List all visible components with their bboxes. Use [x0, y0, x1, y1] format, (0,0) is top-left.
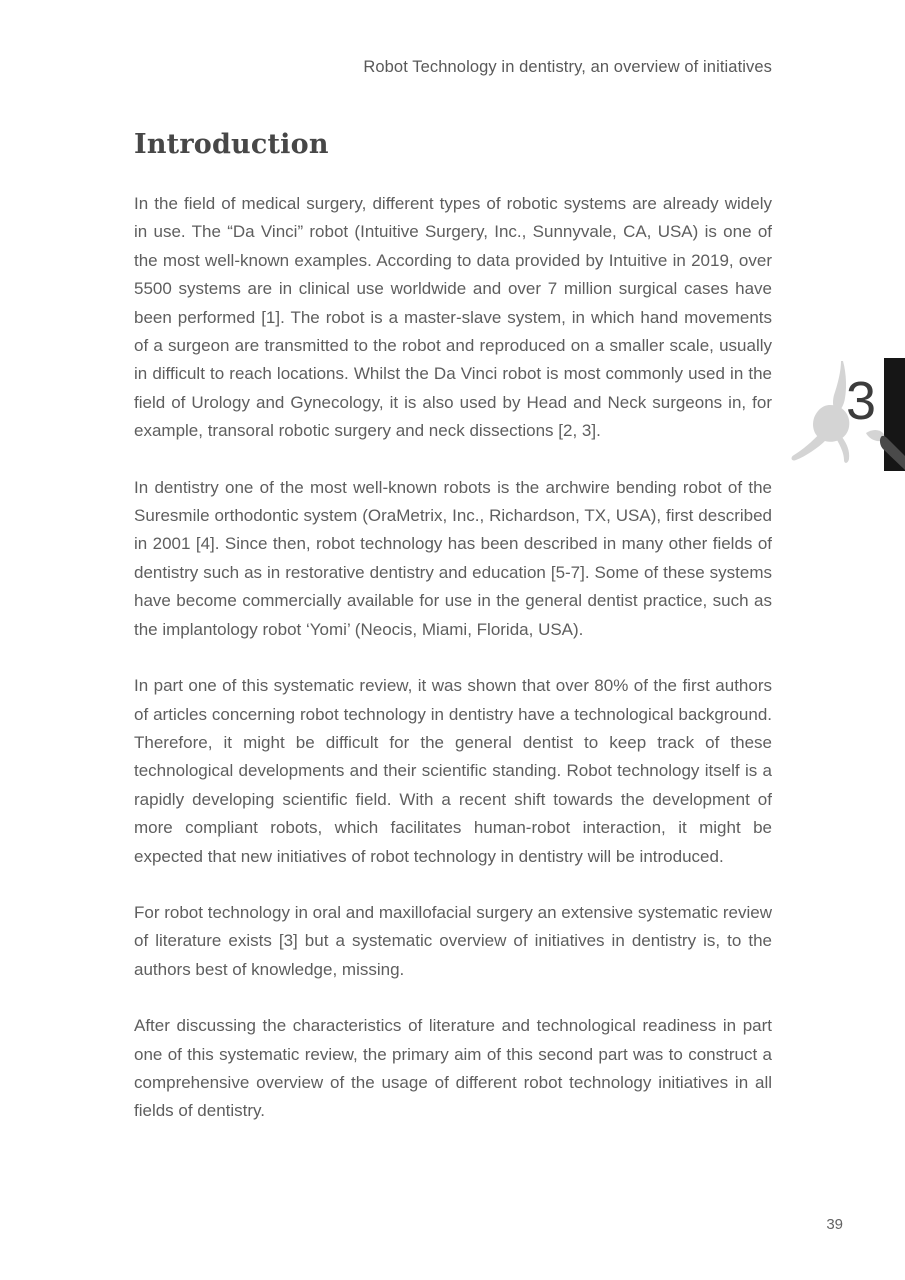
page-number: 39 [826, 1216, 843, 1233]
chapter-number: 3 [846, 371, 877, 431]
section-heading: Introduction [134, 129, 329, 160]
running-header: Robot Technology in dentistry, an overview of initiatives [363, 58, 772, 76]
paragraph-1: In the field of medical surgery, different types of robotic systems are already widely in use. The “Da Vinci” robot (Intuitive Surgery, Inc., Sunnyvale, CA, USA) is one of the most well-known examples. According to data provided by Intuitive in 2019, over 5500 systems are in clinical use worldwide and over 7 million surgical cases have been performed [1]. The robot is a master-slave system, in which hand movements of a surgeon are transmitted to the robot and reproduced on a smaller scale, usually in difficult to reach locations. Whilst the Da Vinci robot is most commonly used in the field of Urology and Gynecology, it is also used by Head and Neck surgeons in, for example, transoral robotic surgery and neck dissections [2, 3]. [134, 194, 772, 441]
article-body [134, 190, 772, 1126]
paragraph-2: In dentistry one of the most well-known robots is the archwire bending robot of the Suresmile orthodontic system (OraMetrix, Inc., Richardson, TX, USA), first described in 2001 [4]. Since then, robot technology has been described in many other fields of dentistry such as in restorative dentistry and education [5-7]. Some of these systems have become commercially available for use in the general dentist practice, such as the implantology robot ‘Yomi’ (Neocis, Miami, Florida, USA). [134, 477, 772, 639]
paragraph-3: In part one of this systematic review, it was shown that over 80% of the first authors of articles concerning robot technology in dentistry have a technological background. Therefore, it might be difficult for the general dentist to keep track of these technological developments and their scientific standing. Robot technology itself is a rapidly developing scientific field. With a recent shift towards the development of more compliant robots, which facilitates human-robot interaction, it might be expected that new initiatives of robot technology in dentistry will be introduced. [134, 676, 772, 866]
paragraph-5: After discussing the characteristics of literature and technological readiness in part one of this systematic review, the primary aim of this second part was to construct a comprehensive overview of the usage of different robot technology initiatives in all fields of dentistry. [134, 1016, 772, 1121]
paragraph-4: For robot technology in oral and maxillofacial surgery an extensive systematic review of literature exists [3] but a systematic overview of initiatives in dentistry is, to the authors best of knowledge, missing. [134, 902, 772, 979]
